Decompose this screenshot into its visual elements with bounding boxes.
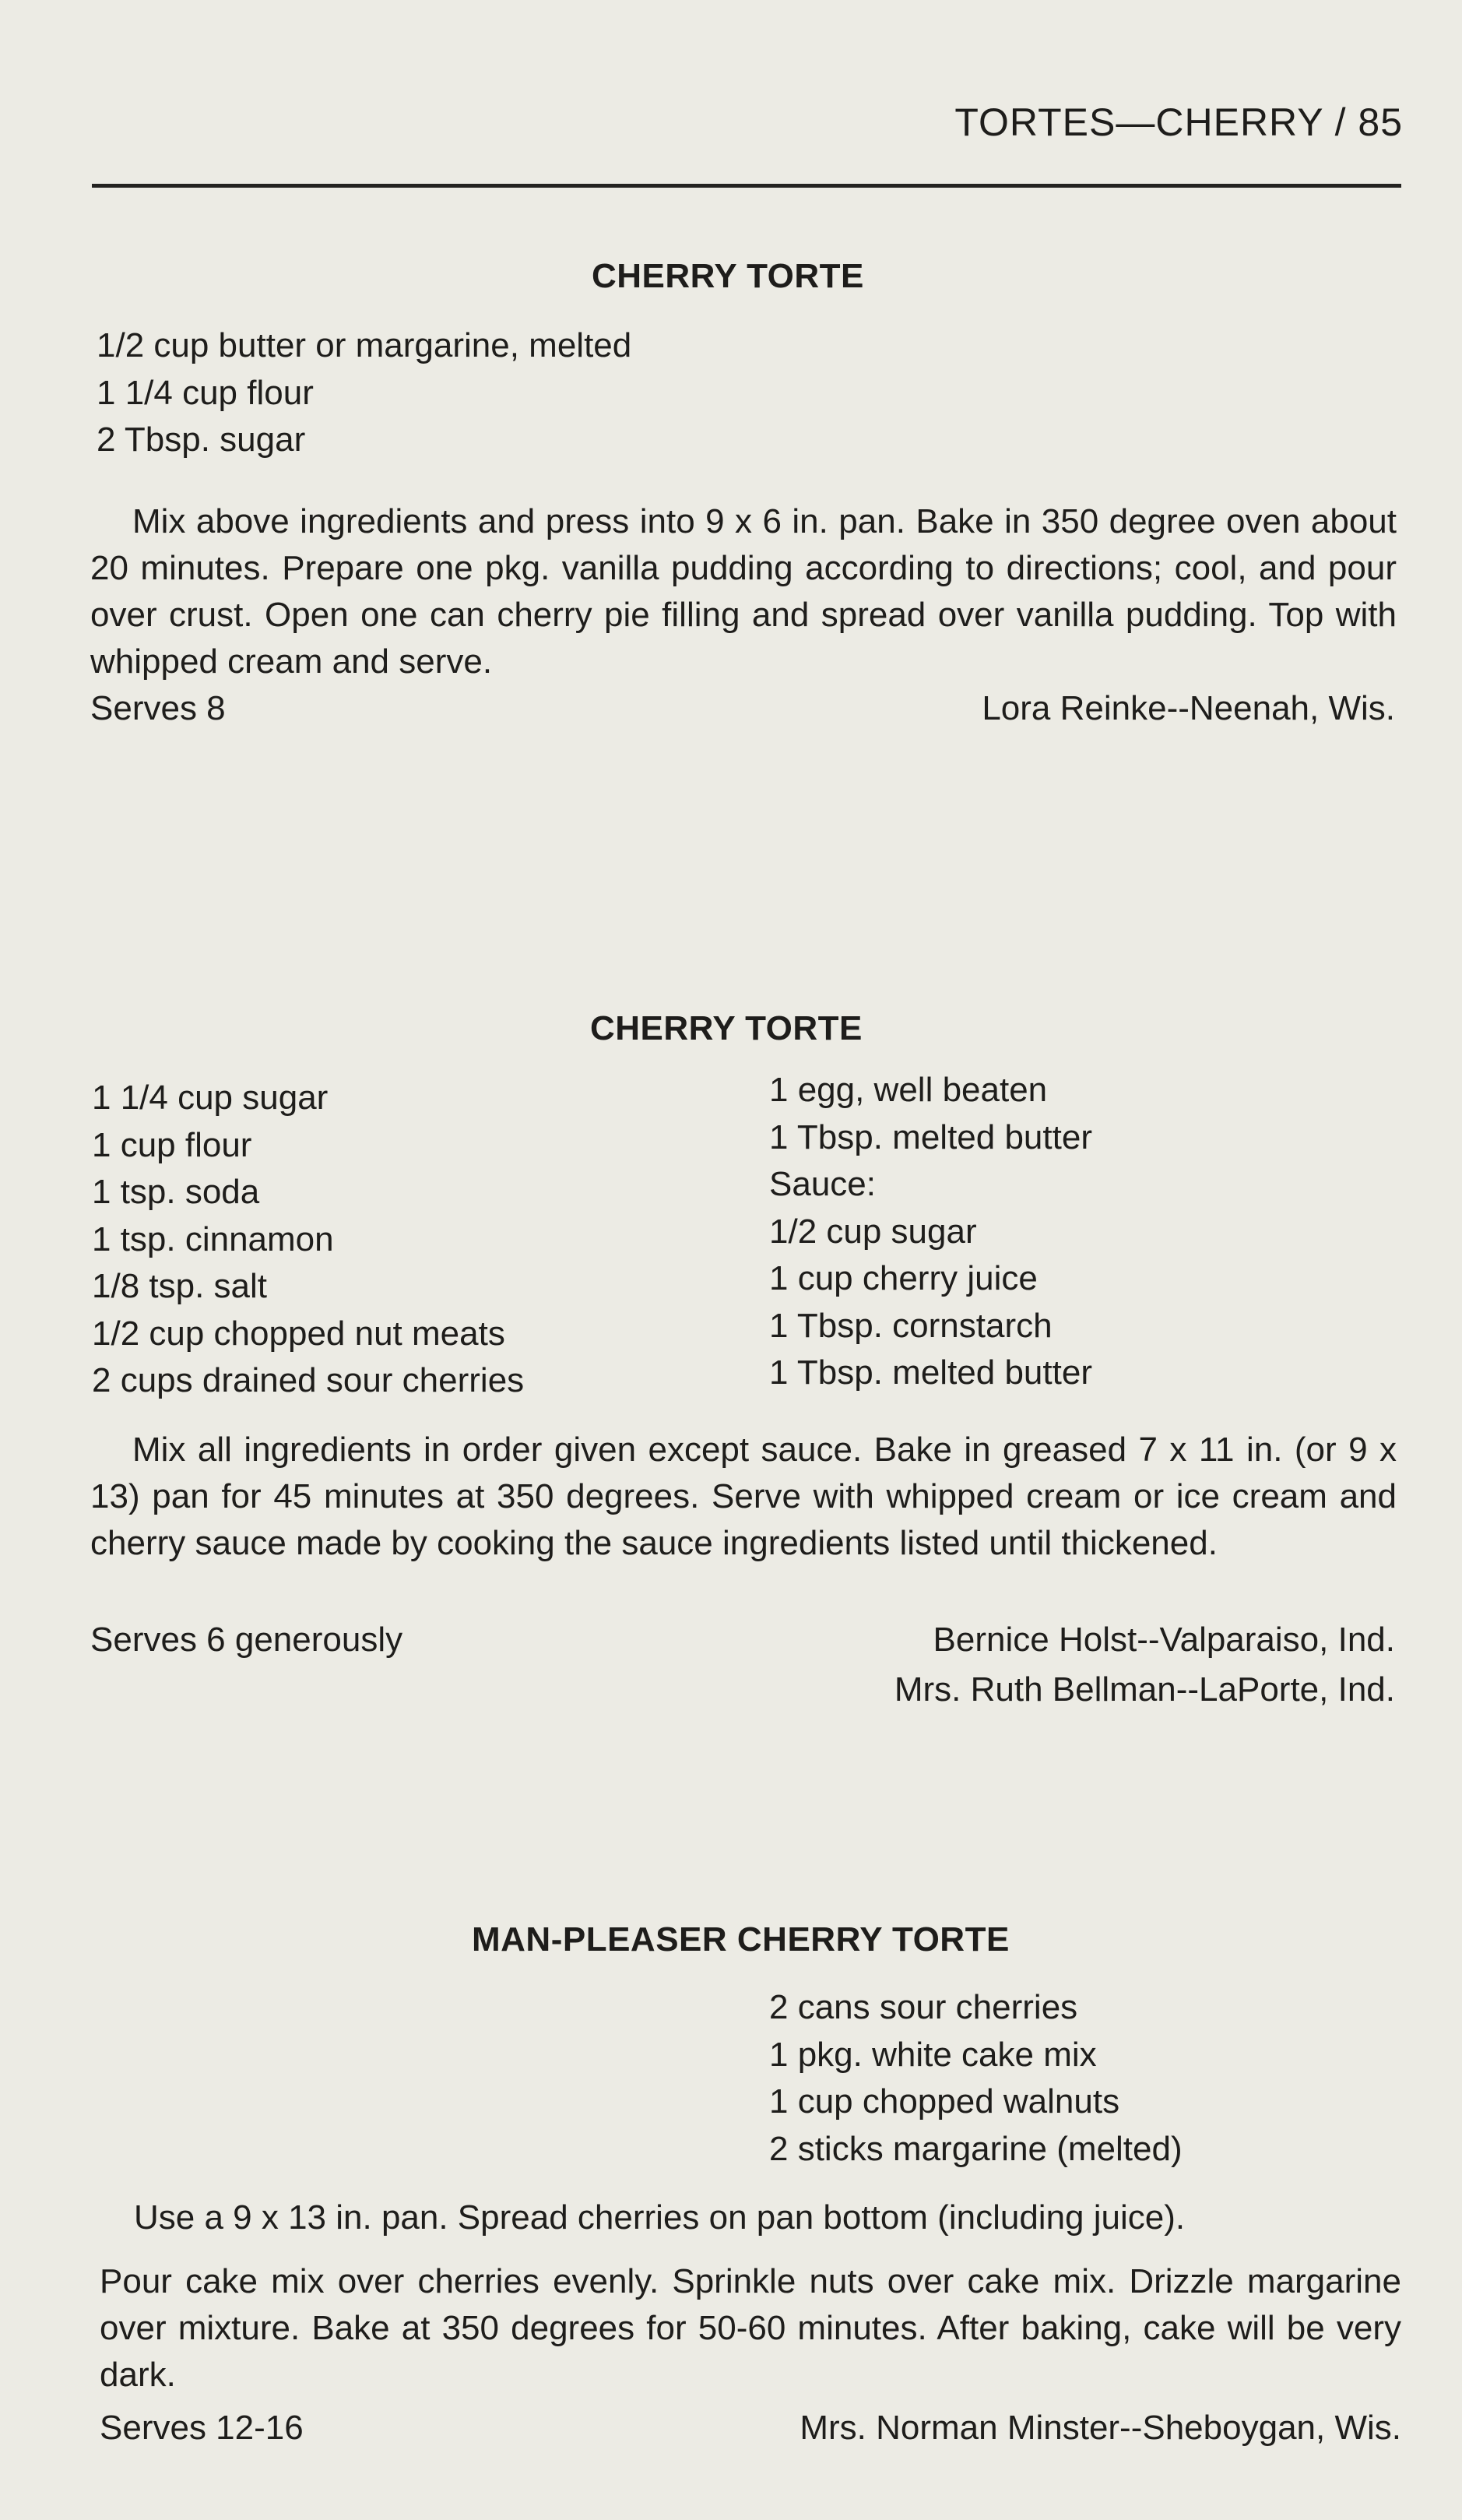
recipe-title: CHERRY TORTE bbox=[592, 257, 864, 295]
ingredient-item: 2 cans sour cherries bbox=[769, 1988, 1078, 2026]
ingredient-item: 1 tsp. soda bbox=[92, 1173, 260, 1211]
recipe-directions: Pour cake mix over cherries evenly. Sprinkle nuts over cake mix. Drizzle margarine over mixture. Bake at 350 degrees for 50-60 minutes. After baking, cake will be very dark. bbox=[100, 2262, 1401, 2394]
ingredient-item: 1 egg, well beaten bbox=[769, 1071, 1048, 1109]
ingredient-item: 1/2 cup sugar bbox=[769, 1212, 977, 1251]
recipe-credit: Mrs. Ruth Bellman--LaPorte, Ind. bbox=[894, 1670, 1395, 1709]
ingredient-item: 1 cup chopped walnuts bbox=[769, 2082, 1120, 2121]
ingredient-item: 1 cup flour bbox=[92, 1125, 252, 1164]
ingredient-item: 1 tsp. cinnamon bbox=[92, 1220, 334, 1258]
recipe-credit: Bernice Holst--Valparaiso, Ind. bbox=[933, 1621, 1395, 1659]
recipe-credit: Lora Reinke--Neenah, Wis. bbox=[982, 689, 1395, 727]
running-header: TORTES—CHERRY / 85 bbox=[954, 100, 1403, 144]
ingredient-item: 1/2 cup chopped nut meats bbox=[92, 1314, 505, 1353]
ingredient-item: 1/8 tsp. salt bbox=[92, 1267, 268, 1305]
serves-text: Serves 6 generously bbox=[90, 1621, 403, 1659]
ingredient-list bbox=[769, 1984, 1183, 2173]
ingredient-item: 1 cup cherry juice bbox=[769, 1259, 1038, 1297]
recipe-directions: Mix all ingredients in order given except sauce. Bake in greased 7 x 11 in. (or 9 x 13) pan for 45 minutes at 350 degrees. Serve with whipped cream or ice cream and cherry sauce made by cooking the sauce ingredients listed until thickened. bbox=[90, 1431, 1397, 1562]
recipe-title: CHERRY TORTE bbox=[590, 1009, 863, 1047]
ingredient-list-right bbox=[769, 1067, 1092, 1397]
ingredient-item: 1/2 cup butter or margarine, melted bbox=[97, 326, 632, 364]
ingredient-item: 1 pkg. white cake mix bbox=[769, 2035, 1097, 2074]
recipe-directions: Mix above ingredients and press into 9 x 6 in. pan. Bake in 350 degree oven about 20 minutes. Prepare one pkg. vanilla pudding according to directions; cool, and pour over crust. Open one can cherry pie filling and spread over vanilla pudding. Top with whipped cream and serve. bbox=[90, 502, 1397, 681]
ingredient-item: 2 sticks margarine (melted) bbox=[769, 2129, 1183, 2168]
recipe-credit: Mrs. Norman Minster--Sheboygan, Wis. bbox=[800, 2409, 1401, 2447]
ingredient-item: 1 Tbsp. cornstarch bbox=[769, 1306, 1053, 1345]
ingredient-item: 1 Tbsp. melted butter bbox=[769, 1117, 1092, 1156]
ingredient-item: 1 Tbsp. melted butter bbox=[769, 1353, 1092, 1392]
ingredient-list bbox=[97, 322, 631, 464]
recipe-directions: Use a 9 x 13 in. pan. Spread cherries on pan bottom (including juice). bbox=[134, 2198, 1186, 2237]
header-rule bbox=[92, 184, 1401, 188]
serves-text: Serves 12-16 bbox=[100, 2409, 304, 2447]
recipe-title: MAN-PLEASER CHERRY TORTE bbox=[472, 1920, 1010, 1959]
ingredient-item: 1 1/4 cup sugar bbox=[92, 1079, 329, 1117]
ingredient-list-left bbox=[92, 1075, 524, 1405]
ingredient-item: 1 1/4 cup flour bbox=[97, 373, 314, 412]
sauce-label: Sauce: bbox=[769, 1165, 876, 1203]
serves-text: Serves 8 bbox=[90, 689, 226, 727]
ingredient-item: 2 Tbsp. sugar bbox=[97, 421, 306, 459]
ingredient-item: 2 cups drained sour cherries bbox=[92, 1361, 525, 1399]
